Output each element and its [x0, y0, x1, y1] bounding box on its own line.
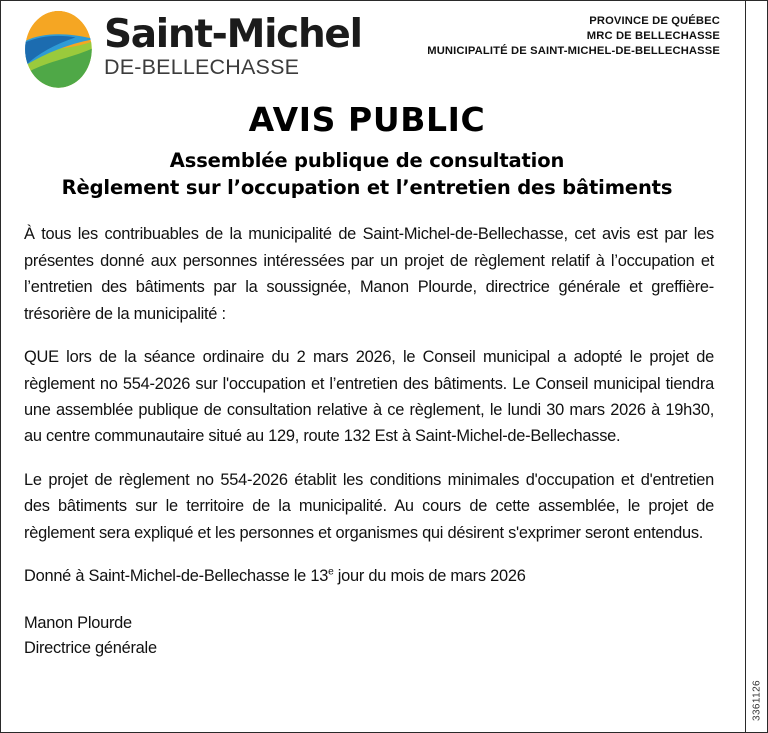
document-content	[1, 1, 744, 732]
ordinal-suffix: e	[328, 566, 334, 578]
reference-number: 3361126	[751, 680, 762, 721]
logo-wordmark	[104, 11, 362, 87]
issued-date-suffix: jour du mois de mars 2026	[333, 566, 526, 585]
paragraph-scope: Le projet de règlement no 554-2026 établit les conditions minimales d'occupation et d'entretien des bâtiments sur le territoire de la municipalité. Au cours de cette assemblée, le projet de règlement sera expliqué et les personnes et organismes qui désirent s'exprimer seront entendus.	[24, 470, 714, 542]
agency-identification	[427, 8, 722, 58]
municipality-logo	[12, 8, 362, 92]
saint-michel-logo-icon	[12, 10, 98, 92]
logo-brand-name: Saint-Michel	[104, 11, 362, 57]
logo-brand-sub: DE-BELLECHASSE	[104, 54, 300, 79]
document-header	[12, 8, 722, 90]
reference-strip	[745, 1, 767, 732]
agency-line-mrc: MRC DE BELLECHASSE	[586, 29, 720, 42]
notice-body	[12, 221, 722, 661]
agency-line-municipality: MUNICIPALITÉ DE SAINT-MICHEL-DE-BELLECHASSE	[427, 44, 720, 57]
issued-date-prefix: Donné à Saint-Michel-de-Bellechasse le 13	[24, 566, 329, 585]
page-subtitle-primary: Assemblée publique de consultation	[169, 148, 565, 172]
paragraph-adoption: QUE lors de la séance ordinaire du 2 mars 2026, le Conseil municipal a adopté le projet de règlement no 554-2026 sur l'occupation et l’entretien des bâtiments. Le Conseil municipal tiendra une assemblée publique de consultation relative à ce règlement, le lundi 30 mars 2026 à 19h30, au centre communautaire situé au 129, route 132 Est à Saint-Michel-de-Bellechasse.	[24, 348, 714, 446]
page-title: AVIS PUBLIC	[248, 100, 486, 139]
title-block	[12, 100, 722, 200]
page-subtitle-secondary: Règlement sur l’occupation et l’entretien des bâtiments	[61, 176, 673, 200]
paragraph-issued-date	[24, 563, 714, 589]
signatory-name: Manon Plourde	[24, 614, 132, 633]
signatory-title: Directrice générale	[24, 639, 157, 658]
signature-block	[24, 611, 714, 661]
paragraph-addressees: À tous les contribuables de la municipalité de Saint-Michel-de-Bellechasse, cet avis est par les présentes donné aux personnes intéressées par un projet de règlement relatif à l’occupation et l’entretien des bâtiments par la soussignée, Manon Plourde, directrice générale et greffière-trésorière de la municipalité :	[24, 225, 714, 323]
agency-line-province: PROVINCE DE QUÉBEC	[589, 15, 720, 27]
